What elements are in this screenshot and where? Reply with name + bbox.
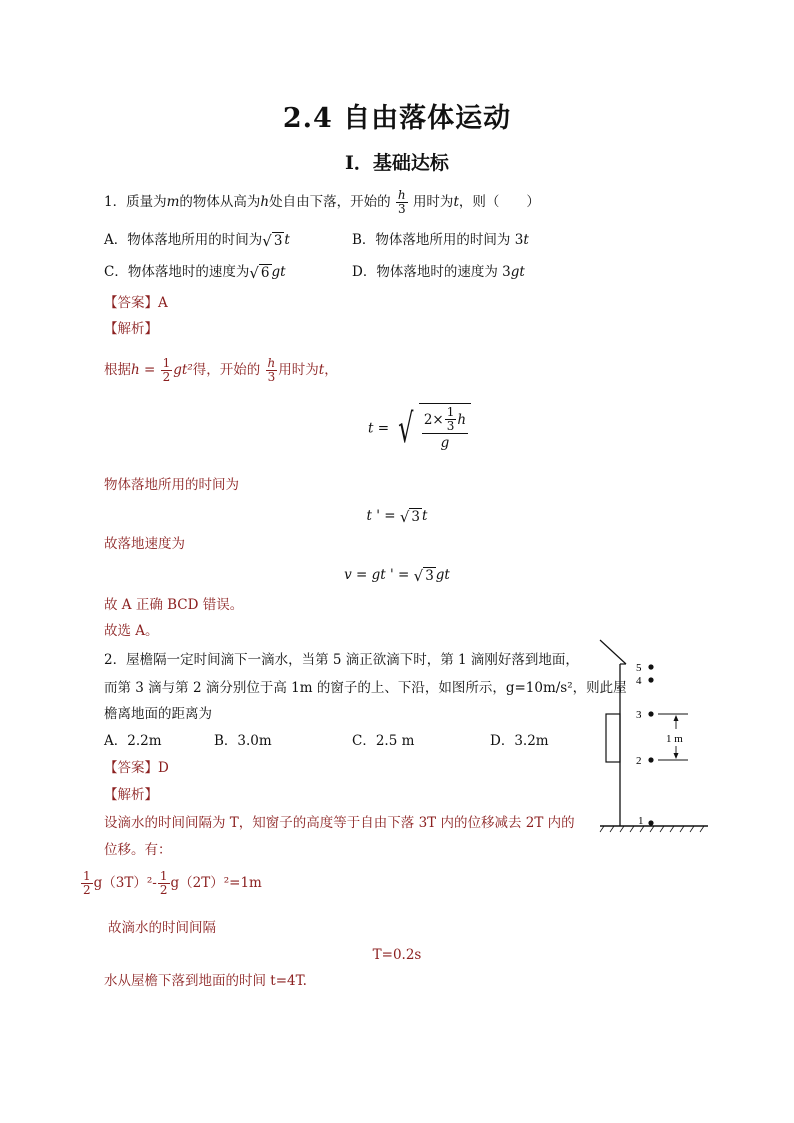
ground-hatch <box>600 826 704 832</box>
drop-label-3: 3 <box>636 709 642 721</box>
eave-line <box>600 640 626 664</box>
q1-solution-line: 根据h = $\frac{1}{2}$ gt²得，开始的 $\frac{h}{3}$ 用时为t， <box>104 356 338 384</box>
page-title: 2.4 自由落体运动 <box>282 103 512 134</box>
drop-label-5: 5 <box>636 662 642 674</box>
q1-option-c: C．物体落地时的速度为 √ 6 gt <box>104 263 286 282</box>
q2-analysis-label: 【解析】 <box>104 787 158 803</box>
q2-option-a: A．2.2m <box>104 733 162 749</box>
drop-4 <box>648 677 653 682</box>
q1-option-d: D．物体落地时的速度为 3gt <box>352 264 525 280</box>
q2-stem-line-2: 而第 3 滴与第 2 滴分别位于高 1m 的窗子的上、下沿，如图所示，g=10m/s²，则此屋 <box>104 680 627 696</box>
drop-5 <box>648 664 653 669</box>
q2-option-b: B．3.0m <box>214 733 272 749</box>
drop-label-4: 4 <box>636 675 642 687</box>
q2-solution-line-2: 位移。有： <box>104 842 172 858</box>
q1-stem: 1．质量为m的物体从高为h处自由下落，开始的 $\frac{h}{3}$ 用时为t，则（ ） <box>104 188 540 216</box>
drop-label-1: 1 <box>638 815 644 827</box>
drop-3 <box>648 711 653 716</box>
drop-2 <box>648 757 653 762</box>
q1-line-2: 物体落地所用的时间为 <box>104 477 239 493</box>
equation-1: t = √ 2× $\frac{1}{3}$ h g <box>368 403 471 455</box>
q2-line-3: 故滴水的时间间隔 <box>108 920 216 936</box>
q1-line-5: 故选 A。 <box>104 623 159 639</box>
q1-line-4: 故 A 正确 BCD 错误。 <box>104 597 244 613</box>
fraction: $\frac{h}{3}$ <box>397 188 406 216</box>
q2-stem-line-1: 2．屋檐隔一定时间滴下一滴水，当第 5 滴正欲滴下时，第 1 滴刚好落到地面， <box>104 652 579 668</box>
q2-equation: $\frac{1}{2}$ g（3T）²- $\frac{1}{2}$ g（2T）²=1m <box>83 869 262 897</box>
q2-stem-line-3: 檐离地面的距离为 <box>104 706 212 722</box>
equation-3: v = gt ' = √ 3 gt <box>344 566 450 585</box>
q2-answer: 【答案】D <box>104 760 169 776</box>
q1-analysis-label: 【解析】 <box>104 321 158 337</box>
window-rect <box>606 714 620 762</box>
q1-answer: 【答案】A <box>104 295 168 311</box>
q2-option-c: C．2.5 m <box>352 733 415 749</box>
window-height-label: 1 m <box>666 733 683 745</box>
equation-2: t ' = √ 3 t <box>366 507 428 526</box>
q2-solution-line-1: 设滴水的时间间隔为 T，知窗子的高度等于自由下落 3T 内的位移减去 2T 内的 <box>104 815 575 831</box>
q1-line-3: 故落地速度为 <box>104 536 185 552</box>
q2-equation-T: T=0.2s <box>372 947 422 963</box>
drop-1 <box>648 820 653 825</box>
q2-option-d: D．3.2m <box>490 733 549 749</box>
q2-line-4: 水从屋檐下落到地面的时间 t=4T. <box>104 973 307 989</box>
q1-option-b: B．物体落地所用的时间为 3t <box>352 232 529 248</box>
q1-option-a: A．物体落地所用的时间为 √ 3 t <box>104 231 290 250</box>
section-heading: Ⅰ．基础达标 <box>345 152 449 174</box>
eave-drip-figure <box>596 636 712 834</box>
drop-label-2: 2 <box>636 755 642 767</box>
